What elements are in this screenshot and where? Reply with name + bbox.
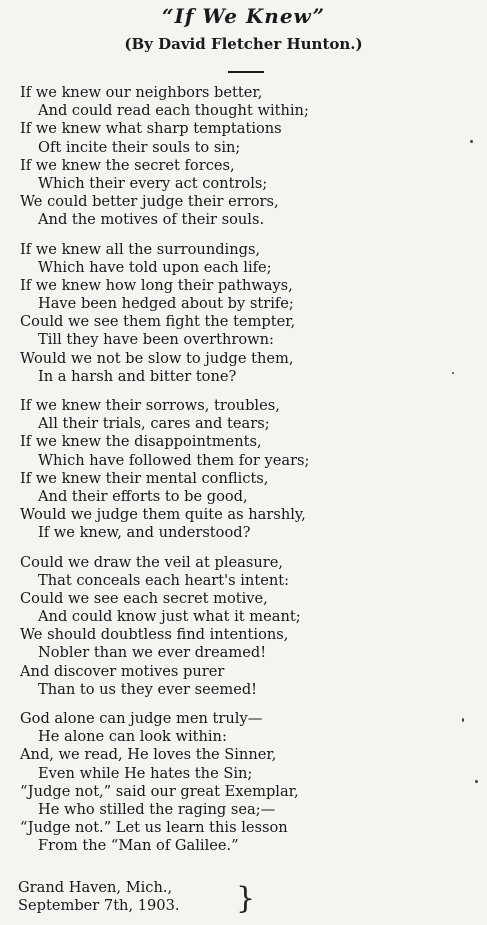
stanza-3: [0, 397, 487, 543]
poem-line: Even while He hates the Sin;: [38, 764, 253, 782]
poem-line: Could we see each secret motive,: [20, 589, 268, 607]
poem-line: Nobler than we ever dreamed!: [38, 644, 267, 662]
poem-line: If we knew, and understood?: [38, 524, 251, 542]
poem-line: All their trials, cares and tears;: [38, 415, 270, 433]
poem-line: And the motives of their souls.: [38, 211, 265, 229]
poem-line: Could we draw the veil at pleasure,: [20, 553, 284, 571]
poem-line: If we knew what sharp temptations: [20, 120, 282, 138]
poem-body: [0, 84, 487, 867]
poem-line: Than to us they ever seemed!: [38, 680, 258, 698]
poem-line: And discover motives purer: [20, 662, 225, 680]
poem-line: God alone can judge men truly—: [20, 710, 263, 727]
poem-line: Oft incite their souls to sin;: [38, 138, 241, 156]
stanza-2: [0, 241, 487, 387]
stanza-1: [0, 84, 487, 230]
poem-line: In a harsh and bitter tone?: [38, 367, 237, 385]
print-speck: [475, 780, 478, 783]
poem-line: Which their every act controls;: [38, 174, 268, 192]
poem-line: We should doubtless find intentions,: [20, 626, 289, 644]
poem-line: Would we not be slow to judge them,: [20, 349, 294, 367]
signoff-date: September 7th, 1903.: [18, 897, 180, 915]
poem-line: He alone can look within:: [38, 728, 227, 746]
poem-line: If we knew the secret forces,: [20, 156, 235, 174]
poem-line: If we knew our neighbors better,: [20, 84, 263, 101]
poem-line: And could know just what it meant;: [38, 608, 301, 626]
print-speck: [470, 140, 473, 143]
print-speck: [462, 718, 464, 722]
poem-title: “If We Knew”: [161, 4, 326, 28]
poem-line: “Judge not.” Let us learn this lesson: [20, 819, 288, 837]
poem-line: Could we see them fight the tempter,: [20, 313, 296, 331]
stanza-4: [0, 554, 487, 700]
stanza-5: [0, 710, 487, 856]
poem-byline: (By David Fletcher Hunton.): [124, 35, 363, 53]
print-speck: [452, 372, 454, 374]
poem-line: Which have followed them for years;: [38, 451, 310, 469]
poem-line: Which have told upon each life;: [38, 258, 272, 276]
poem-line: That conceals each heart's intent:: [38, 571, 290, 589]
title-divider: [228, 71, 264, 73]
poem-line: If we knew their mental conflicts,: [20, 469, 269, 487]
poem-line: We could better judge their errors,: [20, 193, 279, 211]
signoff: [18, 879, 180, 915]
poem-line: He who stilled the raging sea;—: [38, 800, 276, 818]
poem-line: Would we judge them quite as harshly,: [20, 506, 306, 524]
poem-line: If we knew all the surroundings,: [20, 240, 261, 258]
poem-line: If we knew how long their pathways,: [20, 276, 293, 294]
poem-line: “Judge not,” said our great Exemplar,: [20, 782, 299, 800]
poem-line: And could read each thought within;: [38, 102, 309, 120]
poem-line: If we knew their sorrows, troubles,: [20, 397, 280, 414]
signoff-place: Grand Haven, Mich.,: [18, 879, 173, 896]
poem-line: Till they have been overthrown:: [38, 331, 274, 349]
poem-line: From the “Man of Galilee.”: [38, 837, 239, 855]
poem-line: And their efforts to be good,: [38, 487, 248, 505]
closing-brace: }: [236, 881, 256, 916]
poem-line: If we knew the disappointments,: [20, 433, 262, 451]
poem-line: Have been hedged about by strife;: [38, 295, 294, 313]
poem-line: And, we read, He loves the Sinner,: [20, 746, 277, 764]
